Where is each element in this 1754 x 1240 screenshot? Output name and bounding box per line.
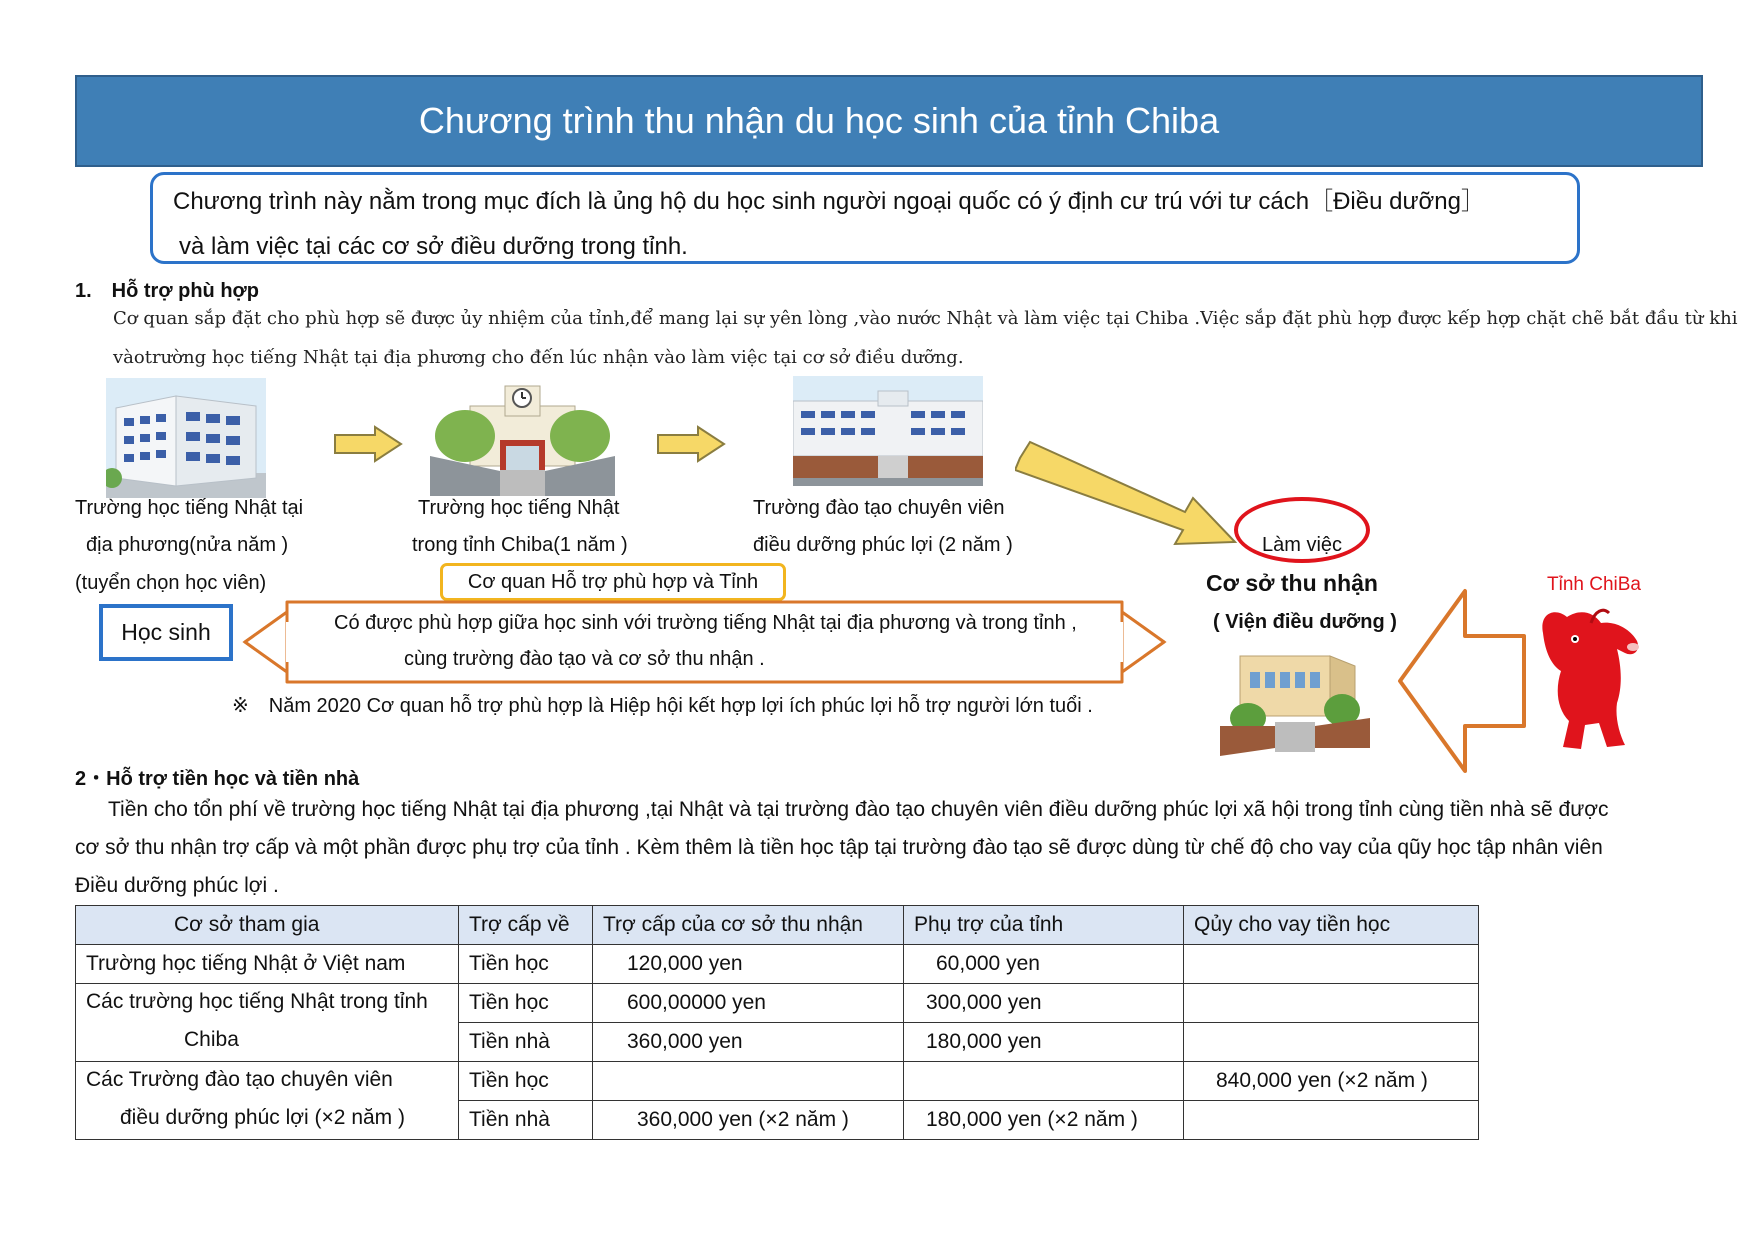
table-header-row [76,906,1479,945]
section-2-heading: 2・Hỗ trợ tiền học và tiền nhà [75,768,360,790]
intro-line-2: và làm việc tại các cơ sở điều dưỡng trong tỉnh. [179,233,688,260]
school-1-label-line-3: (tuyển chọn học viên) [75,572,267,594]
table-cell-loan [1184,1101,1479,1140]
table-cell-pref: 180,000 yen [904,1023,1184,1062]
table-row [76,1062,1479,1101]
facility-subtitle: ( Viện điều dưỡng ) [1213,611,1397,633]
facility-title: Cơ sở thu nhận [1206,570,1378,596]
table-cell-pref: 300,000 yen [904,984,1184,1023]
table-cell-loan [1184,984,1479,1023]
table-cell-subsidy: 120,000 yen [593,945,904,984]
student-label: Học sinh [121,619,211,645]
table-header-facility: Cơ sở tham gia [76,906,459,945]
section-2-paragraph-line-3: Điều dưỡng phúc lợi . [75,874,279,897]
table-header-loan: Qủy cho vay tiền học [1184,906,1479,945]
section-2-paragraph-line-1: Tiền cho tổn phí về trường học tiếng Nhật tại địa phương ,tại Nhật và tại trường đào tạo chuyên viên điều dưỡng phúc lợi xã hội trong tỉnh cùng tiền nhà sẽ được [108,798,1609,821]
matching-line-2: cùng trường đào tạo và cơ sở thu nhận . [404,648,765,670]
table-cell-type: Tiền học [459,984,593,1023]
prefecture-language-school-image [430,376,615,496]
table-cell-facility [76,1062,459,1140]
agency-box [440,563,786,601]
table-cell-facility [76,984,459,1062]
table-header-type: Trợ cấp về [459,906,593,945]
table-cell-subsidy: 360,000 yen [593,1023,904,1062]
table-cell-type: Tiền nhà [459,1101,593,1140]
matching-line-1: Có được phù hợp giữa học sinh với trường tiếng Nhật tại địa phương và trong tỉnh , [334,612,1077,634]
section-1-paragraph-line-1: Cơ quan sắp đặt cho phù hợp sẽ được ủy nhiệm của tỉnh,để mang lại sự yên lòng ,vào nước Nhật và làm việc tại Chiba .Việc sắp đặt phù hợp được kếp hợp chặt chẽ bắt đầu từ khi [113,308,1738,329]
agency-label: Cơ quan Hỗ trợ phù hợp và Tỉnh [467,570,759,593]
table-cell-subsidy: 360,000 yen (×2 năm ) [593,1101,904,1140]
school-1-label-line-1: Trường học tiếng Nhật tại [75,497,304,519]
section-1-heading: 1. Hỗ trợ phù hợp [75,280,259,302]
table-cell-pref: 180,000 yen (×2 năm ) [904,1101,1184,1140]
chiba-mascot-image [1537,605,1647,755]
section-1-paragraph-line-2: vàotrường học tiếng Nhật tại địa phương cho đến lúc nhận vào làm việc tại cơ sở điều dưỡng. [113,347,964,368]
table-row [76,984,1479,1023]
table-cell-subsidy [593,1062,904,1101]
table-cell-type: Tiền học [459,945,593,984]
table-cell-facility: Trường học tiếng Nhật ở Việt nam [76,945,459,984]
prefecture-label: Tỉnh ChiBa [1547,574,1641,595]
table-cell-facility-line-1: Các trường học tiếng Nhật trong tỉnh [86,990,428,1013]
table-cell-facility-line-2: điều dưỡng phúc lợi (×2 năm ) [120,1106,405,1129]
flow-arrow-to-workplace [1015,440,1240,550]
table-cell-facility-line-1: Các Trường đào tạo chuyên viên [86,1068,393,1091]
work-label: Làm việc [1262,534,1343,556]
table-cell-type: Tiền nhà [459,1023,593,1062]
table-cell-loan [1184,1023,1479,1062]
table-cell-loan: 840,000 yen (×2 năm ) [1184,1062,1479,1101]
section-2-paragraph-line-2: cơ sở thu nhận trợ cấp và một phần được phụ trợ của tỉnh . Kèm thêm là tiền học tập tại trường đào tạo sẽ được dùng từ chế độ cho vay của qũy học tập nhân viên [75,836,1603,859]
table-row [76,945,1479,984]
table-cell-facility-line-2: Chiba [184,1028,239,1051]
prefecture-support-arrow [1397,588,1527,774]
care-training-school-image [793,376,983,486]
student-box [99,604,233,661]
title-bar [75,75,1703,167]
table-header-prefecture-subsidy: Phụ trợ của tỉnh [904,906,1184,945]
table-cell-pref: 60,000 yen [904,945,1184,984]
table-cell-subsidy: 600,00000 yen [593,984,904,1023]
school-3-label-line-1: Trường đào tạo chuyên viên [753,497,1005,519]
school-3-label-line-2: điều dưỡng phúc lợi (2 năm ) [753,534,1013,556]
intro-box [150,172,1580,264]
flow-arrow-2 [656,425,726,463]
school-2-label-line-2: trong tỉnh Chiba(1 năm ) [412,534,628,556]
school-1-label-line-2: địa phương(nửa năm ) [86,534,289,556]
footnote: ※ Năm 2020 Cơ quan hỗ trợ phù hợp là Hiệp hội kết hợp lợi ích phúc lợi hỗ trợ người lớn tuổi . [232,695,1093,717]
intro-line-1: Chương trình này nằm trong mục đích là ủng hộ du học sinh người ngoại quốc có ý định cư trú với tư cách［Điều dưỡng］ [173,188,1485,215]
school-2-label-line-1: Trường học tiếng Nhật [418,497,620,519]
local-language-school-image [106,378,266,498]
table-cell-loan [1184,945,1479,984]
table-header-facility-subsidy: Trợ cấp của cơ sở thu nhận [593,906,904,945]
support-table [75,905,1479,1140]
table-cell-pref [904,1062,1184,1101]
page-title: Chương trình thu nhận du học sinh của tỉnh Chiba [418,100,1220,141]
flow-arrow-1 [333,425,403,463]
table-cell-type: Tiền học [459,1062,593,1101]
care-facility-image [1220,648,1370,758]
